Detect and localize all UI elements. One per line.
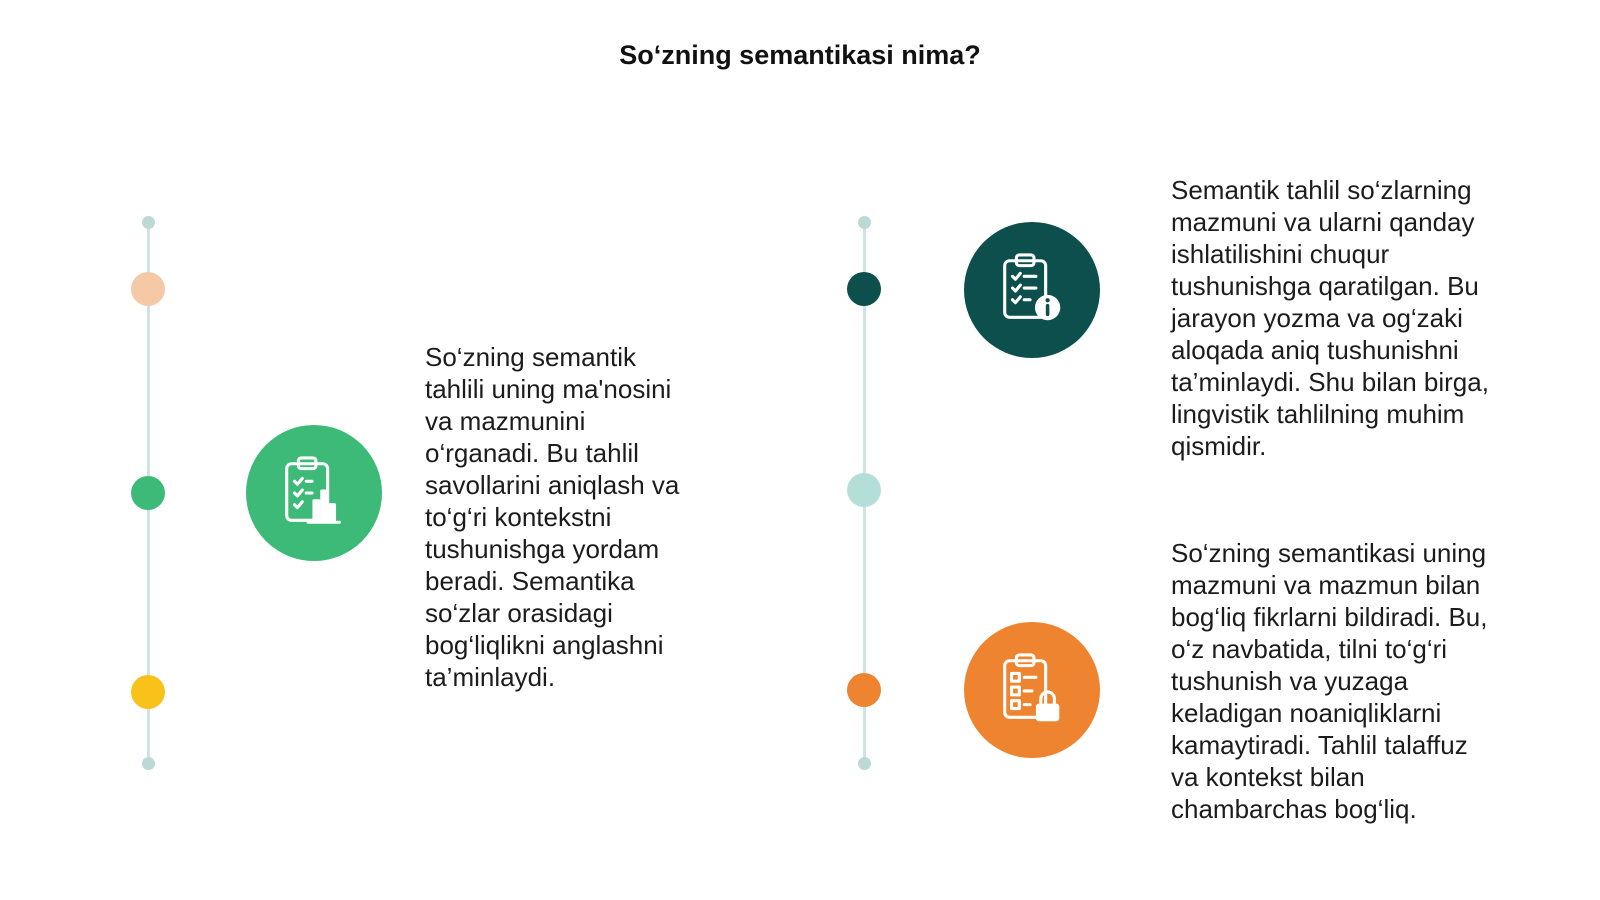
right-bottom-description: So‘zning semantikasi uning mazmuni va mazmun bilan bog‘liq fikrlarni bildiradi. Bu, o‘z navbatida, tilni to‘g‘ri tushunish va yuzaga keladigan noaniqliklarni kamaytiradi. Tahlil talaffuz va kontekst bilan chambarchas bog‘liq. bbox=[1171, 538, 1488, 824]
timeline-right-dot-mint bbox=[847, 473, 881, 507]
timeline-right-dot-orange bbox=[847, 673, 881, 707]
timeline-left-dot-yellow bbox=[131, 675, 165, 709]
clipboard-chart-icon bbox=[246, 425, 382, 561]
timeline-left-start-dot bbox=[142, 216, 155, 229]
page-title: So‘zning semantikasi nima? bbox=[619, 40, 981, 70]
timeline-left-dot-peach bbox=[131, 272, 165, 306]
timeline-left-dot-green bbox=[131, 476, 165, 510]
timeline-right-end-dot bbox=[858, 757, 871, 770]
timeline-left-end-dot bbox=[142, 757, 155, 770]
clipboard-lock-icon bbox=[964, 622, 1100, 758]
right-top-description: Semantik tahlil so‘zlarning mazmuni va ularni qanday ishlatilishini chuqur tushunishga qaratilgan. Bu jarayon yozma va og‘zaki aloqada aniq tushunishni ta’minlaydi. Shu bilan birga, lingvistik tahlilning muhim qismidir. bbox=[1171, 175, 1489, 461]
timeline-right-dot-teal bbox=[847, 272, 881, 306]
clipboard-info-icon bbox=[964, 222, 1100, 358]
timeline-right-start-dot bbox=[858, 216, 871, 229]
left-description: So‘zning semantik tahlili uning ma'nosini va mazmunini o‘rganadi. Bu tahlil savollarini aniqlash va to‘g‘ri kontekstni tushunishga yordam beradi. Semantika so‘zlar orasidagi bog‘liqlikni anglashni ta’minlaydi. bbox=[425, 342, 680, 692]
